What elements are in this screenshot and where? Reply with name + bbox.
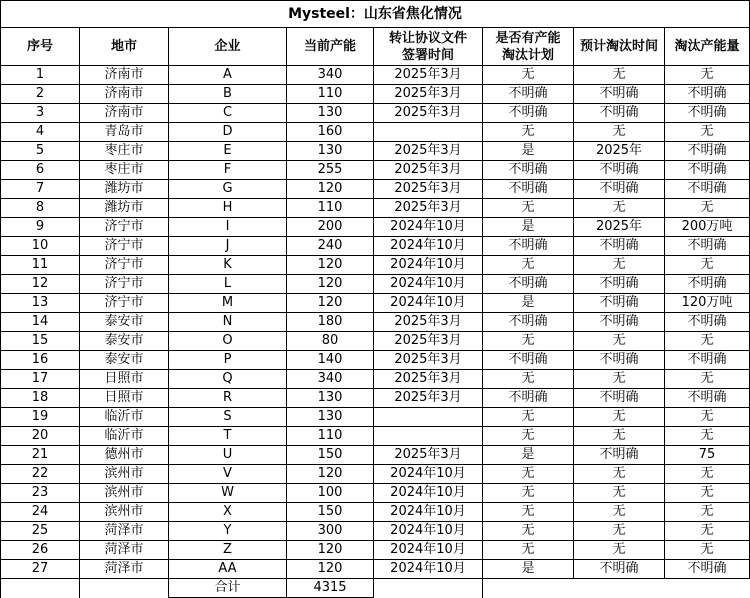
cell-city: 枣庄市 <box>80 142 169 161</box>
cell-company: V <box>169 465 287 484</box>
cell-has-plan: 无 <box>483 370 574 389</box>
table-row <box>1 161 750 180</box>
cell-seq: 5 <box>1 142 80 161</box>
table-row <box>1 294 750 313</box>
cell-has-plan: 无 <box>483 465 574 484</box>
cell-capacity: 120 <box>287 180 374 199</box>
cell-city: 济南市 <box>80 85 169 104</box>
cell-phaseout-time: 不明确 <box>574 104 665 123</box>
cell-seq: 22 <box>1 465 80 484</box>
cell-sign-date: 2024年10月 <box>374 218 483 237</box>
cell-has-plan: 不明确 <box>483 180 574 199</box>
cell-city: 菏泽市 <box>80 560 169 579</box>
cell-company: T <box>169 427 287 446</box>
cell-capacity: 150 <box>287 446 374 465</box>
cell-phaseout-time: 无 <box>574 370 665 389</box>
cell-company: B <box>169 85 287 104</box>
cell-has-plan: 无 <box>483 408 574 427</box>
cell-has-plan: 不明确 <box>483 85 574 104</box>
cell-phaseout-capacity: 无 <box>665 332 750 351</box>
cell-company: Q <box>169 370 287 389</box>
cell-phaseout-capacity: 不明确 <box>665 389 750 408</box>
cell-seq: 11 <box>1 256 80 275</box>
cell-sign-date: 2025年3月 <box>374 199 483 218</box>
table-row <box>1 560 750 579</box>
cell-city: 青岛市 <box>80 123 169 142</box>
cell-city: 潍坊市 <box>80 199 169 218</box>
cell-has-plan: 无 <box>483 484 574 503</box>
cell-sign-date: 2024年10月 <box>374 275 483 294</box>
cell-phaseout-time: 无 <box>574 465 665 484</box>
cell-has-plan: 不明确 <box>483 237 574 256</box>
table-row <box>1 104 750 123</box>
cell-sign-date: 2024年10月 <box>374 237 483 256</box>
table-row <box>1 370 750 389</box>
table-title: Mysteel：山东省焦化情况 <box>1 1 750 28</box>
cell-seq: 27 <box>1 560 80 579</box>
cell-phaseout-time: 不明确 <box>574 85 665 104</box>
table-row <box>1 218 750 237</box>
cell-city: 日照市 <box>80 370 169 389</box>
table-row <box>1 332 750 351</box>
cell-company: AA <box>169 560 287 579</box>
cell-sign-date: 2024年10月 <box>374 256 483 275</box>
cell-city: 滨州市 <box>80 484 169 503</box>
cell-phaseout-time: 无 <box>574 123 665 142</box>
table-row <box>1 465 750 484</box>
cell-sign-date: 2024年10月 <box>374 484 483 503</box>
cell-sign-date: 2024年10月 <box>374 560 483 579</box>
cell-has-plan: 无 <box>483 66 574 85</box>
cell-has-plan: 无 <box>483 332 574 351</box>
cell-sign-date: 2025年3月 <box>374 332 483 351</box>
cell-capacity: 255 <box>287 161 374 180</box>
cell-phaseout-capacity: 无 <box>665 370 750 389</box>
cell-city: 日照市 <box>80 389 169 408</box>
header-transfer-line2: 签署时间 <box>401 47 454 63</box>
cell-phaseout-capacity: 无 <box>665 256 750 275</box>
cell-phaseout-capacity: 不明确 <box>665 237 750 256</box>
total-empty-cell <box>80 579 169 598</box>
cell-seq: 25 <box>1 522 80 541</box>
cell-phaseout-time: 无 <box>574 427 665 446</box>
cell-seq: 21 <box>1 446 80 465</box>
cell-seq: 26 <box>1 541 80 560</box>
cell-company: I <box>169 218 287 237</box>
cell-city: 临沂市 <box>80 427 169 446</box>
total-empty-cell <box>1 579 80 598</box>
cell-capacity: 110 <box>287 199 374 218</box>
cell-company: W <box>169 484 287 503</box>
cell-phaseout-capacity: 无 <box>665 66 750 85</box>
cell-city: 泰安市 <box>80 351 169 370</box>
cell-phaseout-capacity: 不明确 <box>665 560 750 579</box>
cell-capacity: 160 <box>287 123 374 142</box>
cell-company: M <box>169 294 287 313</box>
cell-capacity: 150 <box>287 503 374 522</box>
cell-has-plan: 无 <box>483 427 574 446</box>
cell-phaseout-capacity: 无 <box>665 522 750 541</box>
cell-has-plan: 是 <box>483 294 574 313</box>
cell-capacity: 120 <box>287 294 374 313</box>
header-capacity: 当前产能 <box>287 28 374 66</box>
cell-company: N <box>169 313 287 332</box>
cell-has-plan: 无 <box>483 199 574 218</box>
cell-phaseout-time: 无 <box>574 408 665 427</box>
cell-capacity: 100 <box>287 484 374 503</box>
cell-company: H <box>169 199 287 218</box>
cell-sign-date: 2024年10月 <box>374 541 483 560</box>
cell-company: Y <box>169 522 287 541</box>
cell-has-plan: 不明确 <box>483 104 574 123</box>
cell-has-plan: 不明确 <box>483 389 574 408</box>
cell-phaseout-capacity: 无 <box>665 503 750 522</box>
table-row <box>1 389 750 408</box>
cell-seq: 1 <box>1 66 80 85</box>
cell-seq: 19 <box>1 408 80 427</box>
table-row <box>1 522 750 541</box>
table-row <box>1 313 750 332</box>
cell-capacity: 110 <box>287 427 374 446</box>
header-phaseout-time: 预计淘汰时间 <box>574 28 665 66</box>
header-phaseout-capacity: 淘汰产能量 <box>665 28 750 66</box>
cell-phaseout-time: 无 <box>574 256 665 275</box>
table-body <box>1 66 750 579</box>
cell-has-plan: 无 <box>483 541 574 560</box>
total-row <box>1 579 750 598</box>
table-row <box>1 85 750 104</box>
cell-seq: 17 <box>1 370 80 389</box>
cell-seq: 4 <box>1 123 80 142</box>
cell-capacity: 130 <box>287 142 374 161</box>
table-row <box>1 351 750 370</box>
header-plan-line2: 淘汰计划 <box>501 47 554 63</box>
cell-capacity: 120 <box>287 275 374 294</box>
cell-capacity: 340 <box>287 66 374 85</box>
cell-phaseout-capacity: 不明确 <box>665 180 750 199</box>
cell-capacity: 120 <box>287 465 374 484</box>
cell-city: 济南市 <box>80 66 169 85</box>
cell-company: G <box>169 180 287 199</box>
cell-company: E <box>169 142 287 161</box>
cell-phaseout-time: 2025年 <box>574 142 665 161</box>
cell-seq: 24 <box>1 503 80 522</box>
cell-phaseout-capacity: 不明确 <box>665 142 750 161</box>
cell-has-plan: 无 <box>483 522 574 541</box>
cell-phaseout-time: 不明确 <box>574 180 665 199</box>
cell-company: Z <box>169 541 287 560</box>
header-seq: 序号 <box>1 28 80 66</box>
table-row <box>1 503 750 522</box>
cell-sign-date: 2025年3月 <box>374 142 483 161</box>
cell-phaseout-time: 不明确 <box>574 446 665 465</box>
cell-company: R <box>169 389 287 408</box>
cell-city: 枣庄市 <box>80 161 169 180</box>
table-row <box>1 237 750 256</box>
cell-phaseout-time: 无 <box>574 199 665 218</box>
cell-seq: 8 <box>1 199 80 218</box>
cell-phaseout-time: 不明确 <box>574 294 665 313</box>
cell-capacity: 200 <box>287 218 374 237</box>
cell-city: 济宁市 <box>80 237 169 256</box>
table-row <box>1 256 750 275</box>
cell-phaseout-capacity: 120万吨 <box>665 294 750 313</box>
cell-phaseout-time: 无 <box>574 503 665 522</box>
cell-city: 泰安市 <box>80 313 169 332</box>
cell-phaseout-time: 不明确 <box>574 560 665 579</box>
cell-sign-date: 2025年3月 <box>374 351 483 370</box>
cell-city: 滨州市 <box>80 465 169 484</box>
cell-capacity: 110 <box>287 85 374 104</box>
cell-phaseout-capacity: 200万吨 <box>665 218 750 237</box>
cell-capacity: 130 <box>287 408 374 427</box>
cell-city: 济南市 <box>80 104 169 123</box>
cell-company: D <box>169 123 287 142</box>
cell-has-plan: 不明确 <box>483 275 574 294</box>
cell-seq: 20 <box>1 427 80 446</box>
total-empty-cell <box>483 579 574 598</box>
cell-company: U <box>169 446 287 465</box>
cell-phaseout-time: 无 <box>574 484 665 503</box>
cell-company: P <box>169 351 287 370</box>
cell-capacity: 120 <box>287 256 374 275</box>
cell-seq: 2 <box>1 85 80 104</box>
table-row <box>1 66 750 85</box>
header-has-plan <box>483 28 574 66</box>
cell-city: 德州市 <box>80 446 169 465</box>
cell-sign-date: 2024年10月 <box>374 294 483 313</box>
cell-phaseout-time: 无 <box>574 66 665 85</box>
cell-sign-date: 2025年3月 <box>374 85 483 104</box>
cell-capacity: 140 <box>287 351 374 370</box>
cell-seq: 7 <box>1 180 80 199</box>
cell-sign-date: 2024年10月 <box>374 503 483 522</box>
cell-has-plan: 无 <box>483 123 574 142</box>
cell-company: F <box>169 161 287 180</box>
cell-phaseout-capacity: 无 <box>665 427 750 446</box>
cell-phaseout-capacity: 无 <box>665 408 750 427</box>
cell-sign-date: 2024年10月 <box>374 465 483 484</box>
total-value: 4315 <box>287 579 374 598</box>
cell-capacity: 240 <box>287 237 374 256</box>
cell-sign-date: 2025年3月 <box>374 104 483 123</box>
cell-sign-date <box>374 408 483 427</box>
cell-phaseout-time: 不明确 <box>574 161 665 180</box>
table-row <box>1 484 750 503</box>
cell-company: J <box>169 237 287 256</box>
total-label: 合计 <box>169 579 287 598</box>
table-row <box>1 142 750 161</box>
table-row <box>1 408 750 427</box>
cell-city: 菏泽市 <box>80 541 169 560</box>
cell-city: 济宁市 <box>80 275 169 294</box>
cell-seq: 9 <box>1 218 80 237</box>
cell-phaseout-time: 无 <box>574 522 665 541</box>
cell-has-plan: 不明确 <box>483 313 574 332</box>
cell-sign-date: 2025年3月 <box>374 389 483 408</box>
cell-company: O <box>169 332 287 351</box>
cell-has-plan: 不明确 <box>483 351 574 370</box>
cell-company: L <box>169 275 287 294</box>
cell-sign-date <box>374 427 483 446</box>
cell-phaseout-time: 无 <box>574 332 665 351</box>
cell-has-plan: 是 <box>483 218 574 237</box>
cell-seq: 23 <box>1 484 80 503</box>
header-company: 企业 <box>169 28 287 66</box>
cell-company: C <box>169 104 287 123</box>
cell-seq: 6 <box>1 161 80 180</box>
cell-city: 滨州市 <box>80 503 169 522</box>
total-empty-cell <box>574 579 665 598</box>
cell-sign-date <box>374 123 483 142</box>
cell-phaseout-capacity: 无 <box>665 123 750 142</box>
table-row <box>1 180 750 199</box>
cell-phaseout-capacity: 75 <box>665 446 750 465</box>
total-empty-cell <box>665 579 750 598</box>
cell-seq: 15 <box>1 332 80 351</box>
cell-capacity: 80 <box>287 332 374 351</box>
cell-company: X <box>169 503 287 522</box>
header-transfer-line1: 转让协议文件 <box>388 30 467 46</box>
cell-company: K <box>169 256 287 275</box>
cell-phaseout-capacity: 不明确 <box>665 351 750 370</box>
table-row <box>1 275 750 294</box>
cell-sign-date: 2025年3月 <box>374 161 483 180</box>
cell-seq: 16 <box>1 351 80 370</box>
table-row <box>1 427 750 446</box>
total-empty-cell <box>374 579 483 598</box>
cell-sign-date: 2025年3月 <box>374 370 483 389</box>
cell-phaseout-time: 不明确 <box>574 313 665 332</box>
cell-capacity: 130 <box>287 104 374 123</box>
cell-city: 临沂市 <box>80 408 169 427</box>
cell-seq: 14 <box>1 313 80 332</box>
cell-has-plan: 无 <box>483 503 574 522</box>
cell-company: S <box>169 408 287 427</box>
cell-sign-date: 2025年3月 <box>374 66 483 85</box>
cell-phaseout-capacity: 不明确 <box>665 104 750 123</box>
header-transfer-sign-time <box>374 28 483 66</box>
cell-seq: 13 <box>1 294 80 313</box>
cell-has-plan: 是 <box>483 560 574 579</box>
cell-seq: 12 <box>1 275 80 294</box>
cell-has-plan: 是 <box>483 142 574 161</box>
cell-phaseout-time: 无 <box>574 541 665 560</box>
cell-city: 济宁市 <box>80 256 169 275</box>
cell-phaseout-time: 2025年 <box>574 218 665 237</box>
table-row <box>1 446 750 465</box>
cell-capacity: 120 <box>287 541 374 560</box>
cell-seq: 3 <box>1 104 80 123</box>
header-plan-line1: 是否有产能 <box>495 30 561 46</box>
cell-city: 泰安市 <box>80 332 169 351</box>
cell-phaseout-capacity: 不明确 <box>665 313 750 332</box>
cell-has-plan: 是 <box>483 446 574 465</box>
cell-seq: 10 <box>1 237 80 256</box>
cell-phaseout-time: 不明确 <box>574 237 665 256</box>
cell-city: 济宁市 <box>80 294 169 313</box>
cell-phaseout-capacity: 无 <box>665 199 750 218</box>
cell-phaseout-capacity: 无 <box>665 465 750 484</box>
cell-city: 菏泽市 <box>80 522 169 541</box>
table-row <box>1 123 750 142</box>
cell-phaseout-capacity: 无 <box>665 541 750 560</box>
cell-capacity: 180 <box>287 313 374 332</box>
header-city: 地市 <box>80 28 169 66</box>
cell-phaseout-time: 不明确 <box>574 275 665 294</box>
cell-seq: 18 <box>1 389 80 408</box>
cell-phaseout-capacity: 不明确 <box>665 161 750 180</box>
cell-company: A <box>169 66 287 85</box>
cell-capacity: 300 <box>287 522 374 541</box>
cell-phaseout-capacity: 不明确 <box>665 275 750 294</box>
cell-sign-date: 2025年3月 <box>374 446 483 465</box>
cell-phaseout-time: 不明确 <box>574 389 665 408</box>
cell-has-plan: 不明确 <box>483 161 574 180</box>
table-row <box>1 541 750 560</box>
cell-phaseout-time: 不明确 <box>574 351 665 370</box>
cell-phaseout-capacity: 无 <box>665 484 750 503</box>
cell-capacity: 340 <box>287 370 374 389</box>
cell-city: 济宁市 <box>80 218 169 237</box>
cell-sign-date: 2024年10月 <box>374 522 483 541</box>
cell-capacity: 130 <box>287 389 374 408</box>
cell-has-plan: 无 <box>483 256 574 275</box>
cell-city: 潍坊市 <box>80 180 169 199</box>
cell-phaseout-capacity: 不明确 <box>665 85 750 104</box>
cell-sign-date: 2025年3月 <box>374 180 483 199</box>
cell-sign-date: 2025年3月 <box>374 313 483 332</box>
table-row <box>1 199 750 218</box>
cell-capacity: 120 <box>287 560 374 579</box>
